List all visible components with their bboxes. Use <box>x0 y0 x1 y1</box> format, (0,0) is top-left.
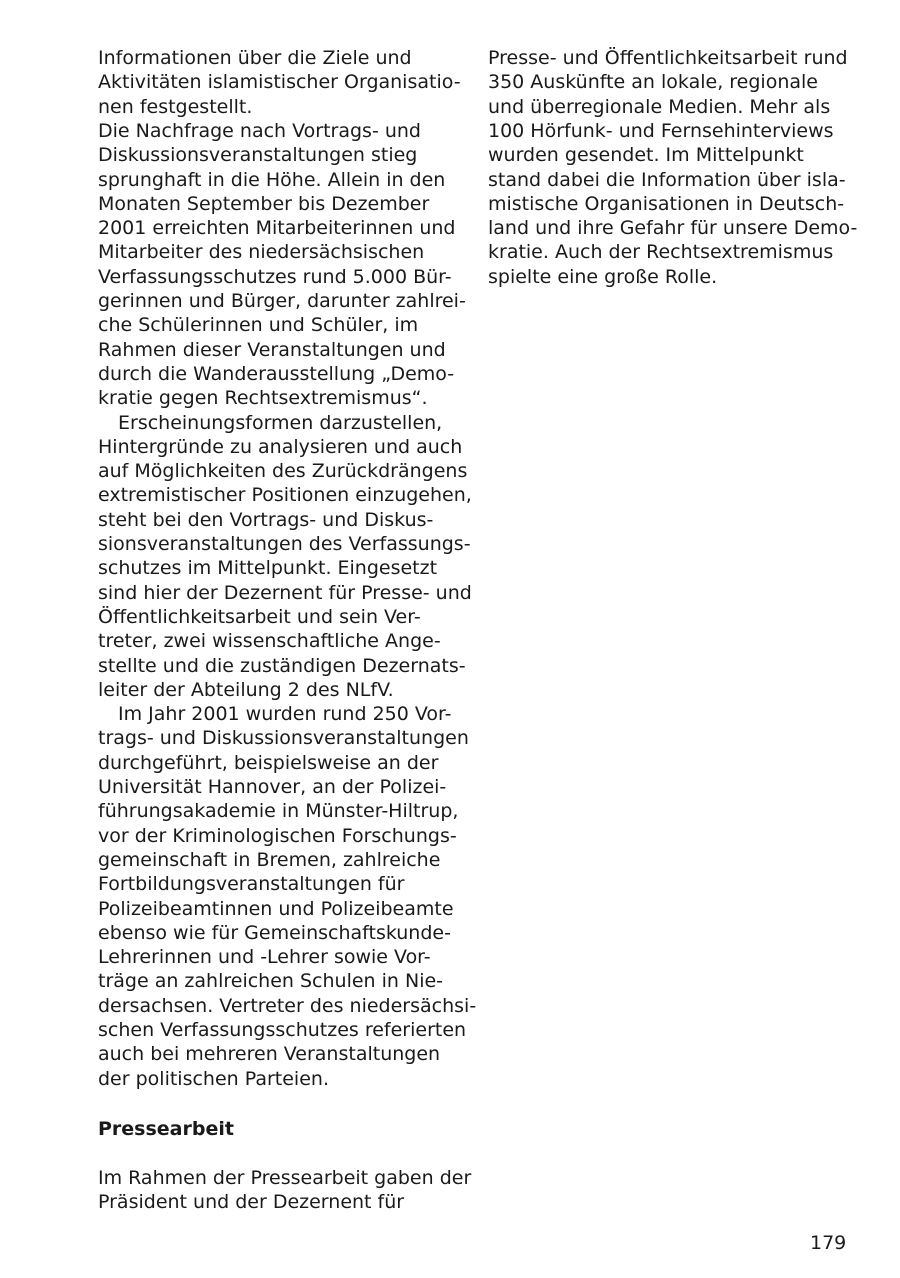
text-line: Verfassungsschutzes rund 5.000 Bür- <box>98 265 452 288</box>
text-line: Diskussionsveranstaltungen stieg <box>98 144 418 167</box>
text-line: trags- und Diskussionsveranstaltungen <box>98 727 469 750</box>
text-line: sprunghaft in die Höhe. Allein in den <box>98 168 446 191</box>
text-line: 2001 erreichten Mitarbeiterinnen und <box>98 217 456 240</box>
text-line: wurden gesendet. Im Mittelpunkt <box>488 144 804 167</box>
text-line: Im Rahmen der Pressearbeit gaben der <box>98 1167 472 1189</box>
text-line: extremistischer Positionen einzugehen, <box>98 484 472 507</box>
text-line: Presse- und Öffentlichkeitsarbeit rund <box>488 47 848 69</box>
text-line: Hintergründe zu analysieren und auch <box>98 435 463 458</box>
section-heading: Pressearbeit <box>98 1118 234 1140</box>
text-line: Präsident und der Dezernent für <box>98 1191 405 1213</box>
text-line: Rahmen dieser Veranstaltungen und <box>98 338 446 361</box>
text-line: ebenso wie für Gemeinschaftskunde- <box>98 921 451 944</box>
text-line: leiter der Abteilung 2 des NLfV. <box>98 678 394 701</box>
text-line: der politischen Parteien. <box>98 1067 329 1090</box>
text-line: sionsveranstaltungen des Verfassungs- <box>98 533 471 555</box>
text-line: Die Nachfrage nach Vortrags- und <box>98 119 421 142</box>
text-line: dersachsen. Vertreter des niedersächsi- <box>98 994 477 1017</box>
text-line: Universität Hannover, an der Polizei- <box>98 776 447 798</box>
text-line: schen Verfassungsschutzes referierten <box>98 1019 467 1041</box>
text-line: Im Jahr 2001 wurden rund 250 Vor- <box>118 703 452 726</box>
text-line: auch bei mehreren Veranstaltungen <box>98 1043 441 1066</box>
text-line: Polizeibeamtinnen und Polizeibeamte <box>98 897 454 920</box>
text-line: nen festgestellt. <box>98 95 253 118</box>
text-line: Aktivitäten islamistischer Organisatio- <box>98 71 461 94</box>
text-line: und überregionale Medien. Mehr als <box>488 95 831 118</box>
text-line: land und ihre Gefahr für unsere Demo- <box>488 217 858 240</box>
text-line: che Schülerinnen und Schüler, im <box>98 314 419 337</box>
text-line: Öffentlichkeitsarbeit und sein Ver- <box>98 605 421 628</box>
text-line: treter, zwei wissenschaftliche Ange- <box>98 630 441 653</box>
text-line: stand dabei die Information über isla- <box>488 168 846 191</box>
text-line: führungsakademie in Münster-Hiltrup, <box>98 800 459 823</box>
text-line: Mitarbeiter des niedersächsischen <box>98 241 425 264</box>
text-line: 350 Auskünfte an lokale, regionale <box>488 71 818 94</box>
text-line: vor der Kriminologischen Forschungs- <box>98 824 457 847</box>
text-line: Informationen über die Ziele und <box>98 47 412 69</box>
text-line: schutzes im Mittelpunkt. Eingesetzt <box>98 557 438 580</box>
text-line: stellte und die zuständigen Dezernats- <box>98 654 466 677</box>
text-line: Fortbildungsveranstaltungen für <box>98 873 405 896</box>
text-line: Lehrerinnen und -Lehrer sowie Vor- <box>98 946 431 969</box>
text-line: mistische Organisationen in Deutsch- <box>488 192 845 215</box>
text-line: Erscheinungsformen darzustellen, <box>118 411 443 434</box>
text-line: träge an zahlreichen Schulen in Nie- <box>98 970 444 993</box>
text-line: spielte eine große Rolle. <box>488 265 718 288</box>
text-line: auf Möglichkeiten des Zurückdrängens <box>98 460 468 483</box>
page-number: 179 <box>810 1232 847 1254</box>
text-line: durchgeführt, beispielsweise an der <box>98 751 439 774</box>
text-line: kratie. Auch der Rechtsextremismus <box>488 241 834 264</box>
text-line: durch die Wanderausstellung „Demo- <box>98 362 455 385</box>
text-line: Monaten September bis Dezember <box>98 192 430 215</box>
text-line: gemeinschaft in Bremen, zahlreiche <box>98 848 441 871</box>
text-line: sind hier der Dezernent für Presse- und <box>98 581 472 604</box>
text-line: 100 Hörfunk- und Fernsehinterviews <box>488 119 834 142</box>
text-line: kratie gegen Rechtsextremismus“. <box>98 387 428 410</box>
text-line: steht bei den Vortrags- und Diskus- <box>98 508 434 531</box>
text-line: gerinnen und Bürger, darunter zahlrei- <box>98 290 466 312</box>
